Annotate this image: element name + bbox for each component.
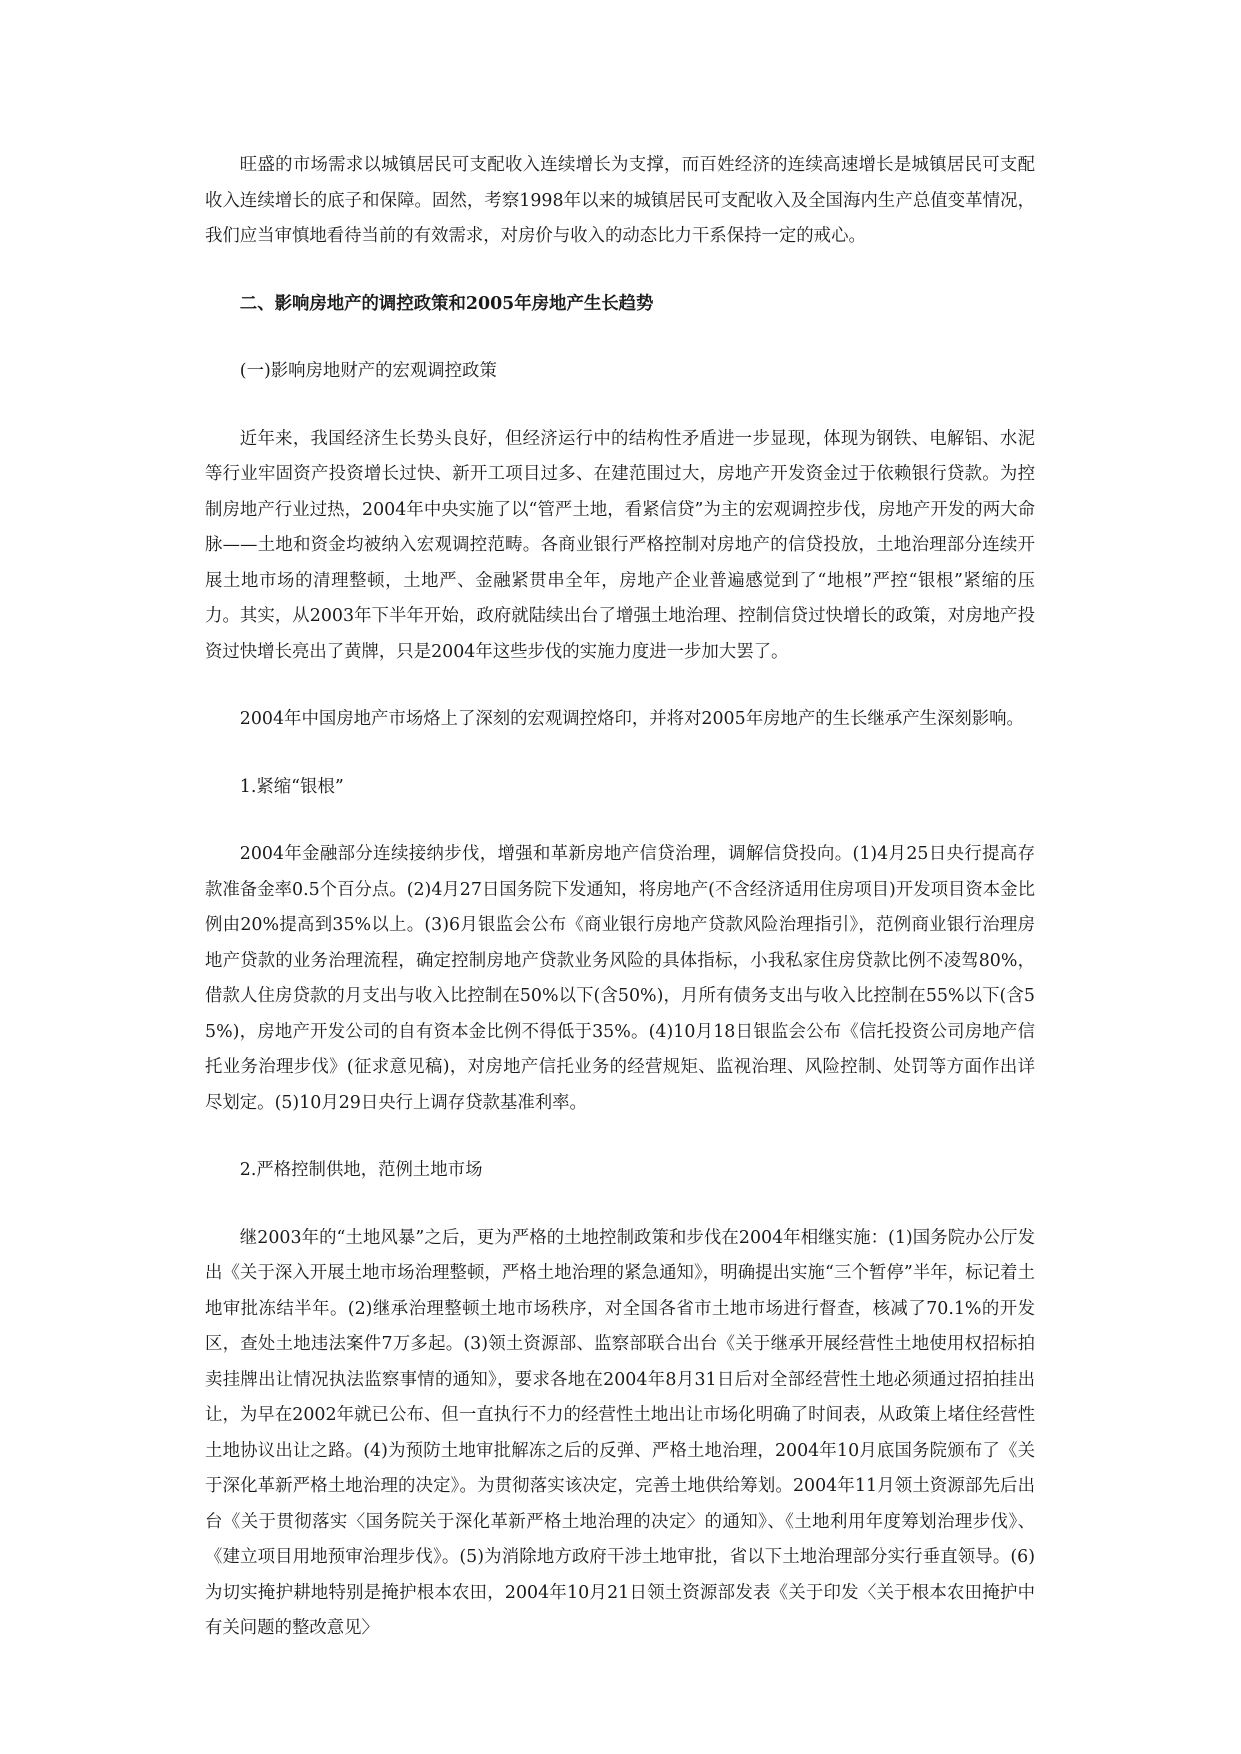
paragraph-intro: 旺盛的市场需求以城镇居民可支配收入连续增长为支撑，而百姓经济的连续高速增长是城镇居民可支配收入连续增长的底子和保障。固然，考察1998年以来的城镇居民可支配收入及全国海内生产总值变革情况，我们应当审慎地看待当前的有效需求，对房价与收入的动态比力干系保持一定的戒心。 xyxy=(205,155,1035,246)
section-heading-2: 二、影响房地产的调控政策和2005年房地产生长趋势 xyxy=(239,293,654,314)
paragraph-recent-years: 近年来，我国经济生长势头良好，但经济运行中的结构性矛盾进一步显现，体现为钢铁、电解铝、水泥等行业牢固资产投资增长过快、新开工项目过多、在建范围过大，房地产开发资金过于依赖银行贷款。为控制房地产行业过热，2004年中央实施了以“管严土地，看紧信贷”为主的宏观调控步伐，房地产开发的两大命脉——土地和资金均被纳入宏观调控范畴。各商业银行严格控制对房地产的信贷投放，土地治理部分连续开展土地市场的清理整顿，土地严、金融紧贯串全年，房地产企业普遍感觉到了“地根”严控“银根”紧缩的压力。其实，从2003年下半年开始，政府就陆续出台了增强土地治理、控制信贷过快增长的政策，对房地产投资过快增长亮出了黄牌，只是2004年这些步伐的实施力度进一步加大罢了。 xyxy=(205,428,1035,662)
document-page xyxy=(205,148,1035,1647)
subsection-heading-1: (一)影响房地财产的宏观调控政策 xyxy=(239,361,497,381)
item-heading-1: 1.紧缩“银根” xyxy=(239,776,344,797)
paragraph-land-measures: 继2003年的“土地风暴”之后，更为严格的土地控制政策和步伐在2004年相继实施：(1)国务院办公厅发出《关于深入开展土地市场治理整顿，严格土地治理的紧急通知》，明确提出实施“三个暂停”半年，标记着土地审批冻结半年。(2)继承治理整顿土地市场秩序，对全国各省市土地市场进行督查，核减了70.1%的开发区，查处土地违法案件7万多起。(3)领土资源部、监察部联合出台《关于继承开展经营性土地使用权招标拍卖挂牌出让情况执法监察事情的通知》，要求各地在2004年8月31日后对全部经营性土地必须通过招拍挂出让，为早在2002年就已公布、但一直执行不力的经营性土地出让市场化明确了时间表，从政策上堵住经营性土地协议出让之路。(4)为预防土地审批解冻之后的反弹、严格土地治理，2004年10月底国务院颁布了《关于深化革新严格土地治理的决定》。为贯彻落实该决定，完善土地供给筹划。2004年11月领土资源部先后出台《关于贯彻落实〈国务院关于深化革新严格土地治理的决定〉的通知》、《土地利用年度筹划治理步伐》、《建立项目用地预审治理步伐》。(5)为消除地方政府干涉土地审批，省以下土地治理部分实行垂直领导。(6)为切实掩护耕地特别是掩护根本农田，2004年10月21日领土资源部发表《关于印发〈关于根本农田掩护中有关问题的整改意见〉 xyxy=(205,1227,1036,1638)
item-heading-2: 2.严格控制供地，范例土地市场 xyxy=(239,1160,483,1180)
paragraph-finance-measures: 2004年金融部分连续接纳步伐，增强和革新房地产信贷治理，调解信贷投向。(1)4月25日央行提高存款准备金率0.5个百分点。(2)4月27日国务院下发通知，将房地产(不含经济适用住房项目)开发项目资本金比例由20%提高到35%以上。(3)6月银监会公布《商业银行房地产贷款风险治理指引》，范例商业银行治理房地产贷款的业务治理流程，确定控制房地产贷款业务风险的具体指标，小我私家住房贷款比例不凌驾80%，借款人住房贷款的月支出与收入比控制在50%以下(含50%)，月所有债务支出与收入比控制在55%以下(含55%)，房地产开发公司的自有资本金比例不得低于35%。(4)10月18日银监会公布《信托投资公司房地产信托业务治理步伐》(征求意见稿)，对房地产信托业务的经营规矩、监视治理、风险控制、处罚等方面作出详尽划定。(5)10月29日央行上调存贷款基准利率。 xyxy=(205,844,1035,1113)
paragraph-2004-market: 2004年中国房地产市场烙上了深刻的宏观调控烙印，并将对2005年房地产的生长继承产生深刻影响。 xyxy=(239,709,1024,729)
